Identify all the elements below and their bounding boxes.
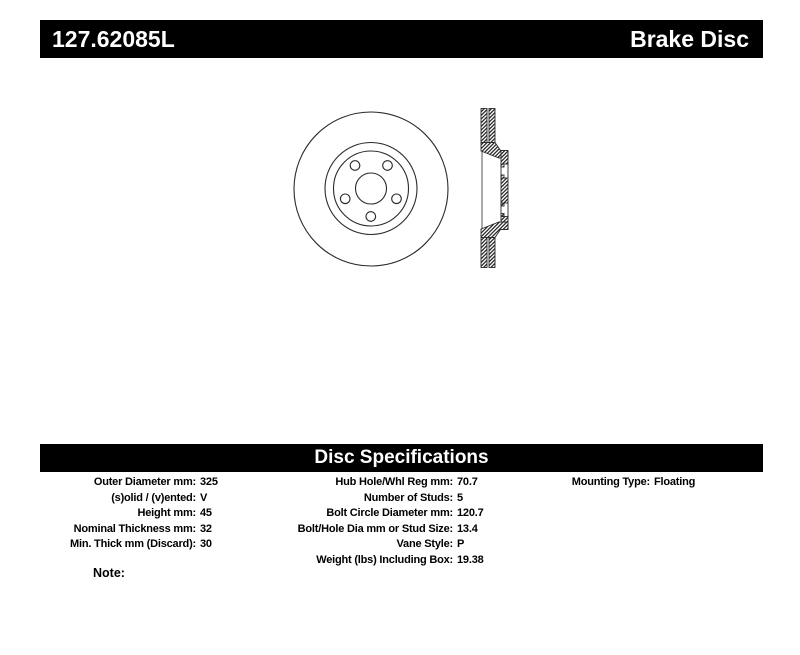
spec-value: 45 — [200, 507, 212, 519]
spec-row — [40, 537, 273, 553]
spec-label: Number of Studs: — [363, 491, 453, 504]
spec-value: 120.7 — [457, 507, 484, 519]
section-hat-wall — [501, 151, 508, 165]
section-plate — [489, 238, 495, 268]
spec-row — [273, 491, 530, 507]
spec-value: 13.4 — [457, 522, 478, 535]
section-plate — [489, 109, 495, 143]
spec-row — [530, 475, 763, 491]
disc-section-view — [481, 109, 508, 268]
spec-label: Weight (lbs) Including Box: — [316, 553, 453, 566]
section-hat-wall — [501, 178, 508, 203]
spec-column-middle — [273, 475, 530, 568]
spec-row — [40, 475, 273, 491]
spec-row — [40, 506, 273, 522]
header-bar — [40, 20, 763, 58]
disc-front-view — [294, 112, 448, 266]
spec-row — [273, 522, 530, 538]
section-plate — [481, 238, 487, 268]
spec-value: 30 — [200, 538, 212, 550]
disc-specifications-title: Disc Specifications — [314, 447, 489, 468]
stud-hole — [383, 161, 393, 171]
spec-value: 32 — [200, 522, 212, 535]
section-stud-hole-edge — [501, 214, 504, 217]
spec-label: Mounting Type: — [571, 476, 650, 488]
spec-row — [273, 553, 530, 569]
spec-value: Floating — [654, 476, 696, 488]
spec-value: 5 — [457, 491, 463, 504]
hub-center-hole — [356, 173, 387, 204]
spec-column-left — [40, 475, 273, 568]
spec-label: Height mm: — [137, 507, 196, 519]
spec-label: Hub Hole/Whl Reg mm: — [335, 476, 453, 488]
stud-hole — [366, 212, 376, 222]
spec-row — [40, 522, 273, 538]
spec-value: 325 — [200, 476, 218, 488]
spec-label: Nominal Thickness mm: — [73, 522, 196, 535]
spec-value: P — [457, 538, 465, 550]
hat-outer-circle — [325, 143, 417, 235]
spec-label: Bolt Circle Diameter mm: — [326, 507, 453, 519]
spec-label: Bolt/Hole Dia mm or Stud Size: — [297, 522, 453, 535]
part-number: 127.62085L — [52, 25, 175, 52]
section-stud-hole-edge — [501, 175, 504, 178]
spec-table — [40, 475, 763, 568]
stud-hole — [340, 194, 350, 204]
spec-value: 70.7 — [457, 476, 478, 488]
spec-label: Min. Thick mm (Discard): — [70, 538, 196, 550]
stud-hole — [350, 161, 360, 171]
product-title: Brake Disc — [630, 25, 749, 52]
section-plate — [481, 109, 487, 143]
stud-hole — [392, 194, 402, 204]
spec-label: Outer Diameter mm: — [93, 476, 196, 488]
spec-row — [40, 491, 273, 507]
note-label: Note: — [93, 566, 125, 580]
section-stud-hole-edge — [501, 164, 504, 167]
spec-label: (s)olid / (v)ented: — [111, 491, 196, 504]
section-stud-hole-edge — [501, 203, 504, 206]
outer-diameter-circle — [294, 112, 448, 266]
spec-row — [273, 537, 530, 553]
disc-specifications-header — [40, 444, 763, 472]
spec-column-right — [530, 475, 763, 568]
spec-label: Vane Style: — [396, 538, 453, 550]
spec-value: V — [200, 491, 208, 504]
spec-row — [273, 506, 530, 522]
section-step — [481, 222, 508, 238]
hat-inner-circle — [334, 151, 409, 226]
brake-disc-drawing — [260, 95, 530, 285]
spec-value: 19.38 — [457, 553, 484, 566]
spec-row — [273, 475, 530, 491]
